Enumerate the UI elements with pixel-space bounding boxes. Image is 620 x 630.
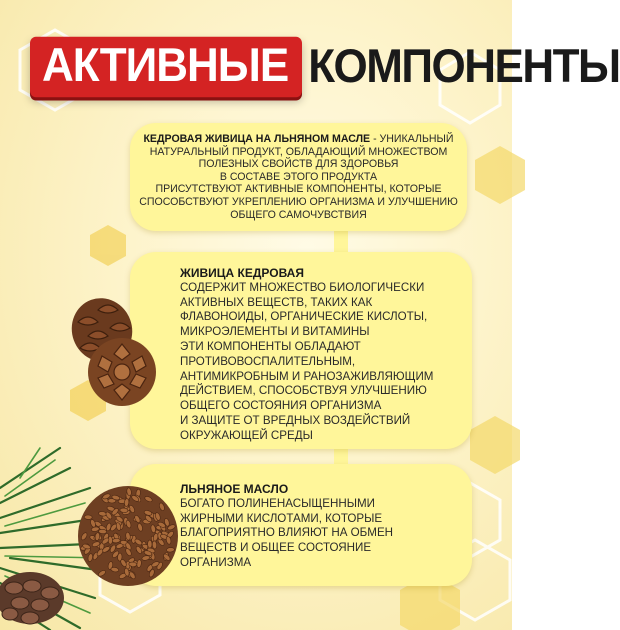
resin-line: АКТИВНЫХ ВЕЩЕСТВ, ТАКИХ КАК <box>180 295 373 309</box>
intro-line: СПОСОБСТВУЮТ УКРЕПЛЕНИЮ ОРГАНИЗМА И УЛУЧШЕНИЮ <box>139 195 458 208</box>
flax-seed <box>148 540 153 548</box>
oil-title: ЛЬНЯНОЕ МАСЛО <box>180 482 289 496</box>
flax-seeds-image <box>76 484 180 588</box>
resin-text <box>180 266 433 444</box>
oil-line: БОГАТО ПОЛИНЕНАСЫЩЕННЫМИ <box>180 496 375 510</box>
resin-line: И ЗАЩИТЕ ОТ ВРЕДНЫХ ВОЗДЕЙСТВИЙ <box>180 413 411 427</box>
title-red-part: АКТИВНЫЕ <box>30 37 302 97</box>
resin-line: ДЕЙСТВИЕМ, СПОСОБСТВУЯ УЛУЧШЕНИЮ <box>180 384 427 398</box>
title-black-part: КОМПОНЕНТЫ <box>308 40 620 93</box>
pine-cone-icon <box>88 338 156 406</box>
intro-bold: КЕДРОВАЯ ЖИВИЦА НА ЛЬНЯНОМ МАСЛЕ <box>143 133 371 145</box>
resin-line: ПРОТИВОВОСПАЛИТЕЛЬНЫМ, <box>180 354 356 368</box>
resin-line: ЭТИ КОМПОНЕНТЫ ОБЛАДАЮТ <box>180 339 361 353</box>
resin-line: ОКРУЖАЮЩЕЙ СРЕДЫ <box>180 428 313 442</box>
resin-card <box>130 252 472 449</box>
intro-line: ПОЛЕЗНЫХ СВОЙСТВ ДЛЯ ЗДОРОВЬЯ <box>198 158 399 171</box>
oil-line: ОРГАНИЗМА <box>180 555 252 569</box>
intro-line: ПРИСУТСТВУЮТ АКТИВНЫЕ КОМПОНЕНТЫ, КОТОРЫЕ <box>155 183 442 196</box>
resin-title: ЖИВИЦА КЕДРОВАЯ <box>180 266 304 280</box>
flax-seed <box>84 515 92 520</box>
oil-line: ВЕЩЕСТВ И ОБЩЕЕ СОСТОЯНИЕ <box>180 541 372 555</box>
oil-line: ЖИРНЫМИ КИСЛОТАМИ, КОТОРЫЕ <box>180 511 383 525</box>
oil-line: БЛАГОПРИЯТНО ВЛИЯЮТ НА ОБМЕН <box>180 526 394 540</box>
flax-seed <box>166 547 174 552</box>
flax-seed <box>117 553 122 561</box>
intro-line: В СОСТАВЕ ЭТОГО ПРОДУКТА <box>219 170 378 183</box>
intro-line: НАТУРАЛЬНЫЙ ПРОДУКТ, ОБЛАДАЮЩИЙ МНОЖЕСТВОМ <box>149 145 448 158</box>
resin-line: СОДЕРЖИТ МНОЖЕСТВО БИОЛОГИЧЕСКИ <box>180 280 425 294</box>
cedar-cone-icon <box>0 572 64 624</box>
intro-card <box>130 123 467 231</box>
flax-seed <box>120 508 128 513</box>
page-title <box>30 36 620 98</box>
pine-cones-image <box>58 292 168 412</box>
flax-seed <box>124 498 129 506</box>
resin-line: ФЛАВОНОИДЫ, ОРГАНИЧЕСКИЕ КИСЛОТЫ, <box>180 310 428 324</box>
flax-seed <box>112 538 120 543</box>
intro-line1-rest: - УНИКАЛЬНЫЙ <box>370 133 454 145</box>
intro-line: ОБЩЕГО САМОЧУВСТВИЯ <box>230 208 367 221</box>
resin-line: АНТИМИКРОБНЫМ И РАНОЗАЖИВЛЯЮЩИМ <box>180 369 434 383</box>
resin-line: МИКРОЭЛЕМЕНТЫ И ВИТАМИНЫ <box>180 325 370 339</box>
flax-seed <box>98 529 106 534</box>
oil-card <box>130 464 472 586</box>
resin-line: ОБЩЕГО СОСТОЯНИЯ ОРГАНИЗМА <box>180 399 382 413</box>
oil-text <box>180 482 393 571</box>
intro-text <box>130 133 467 221</box>
